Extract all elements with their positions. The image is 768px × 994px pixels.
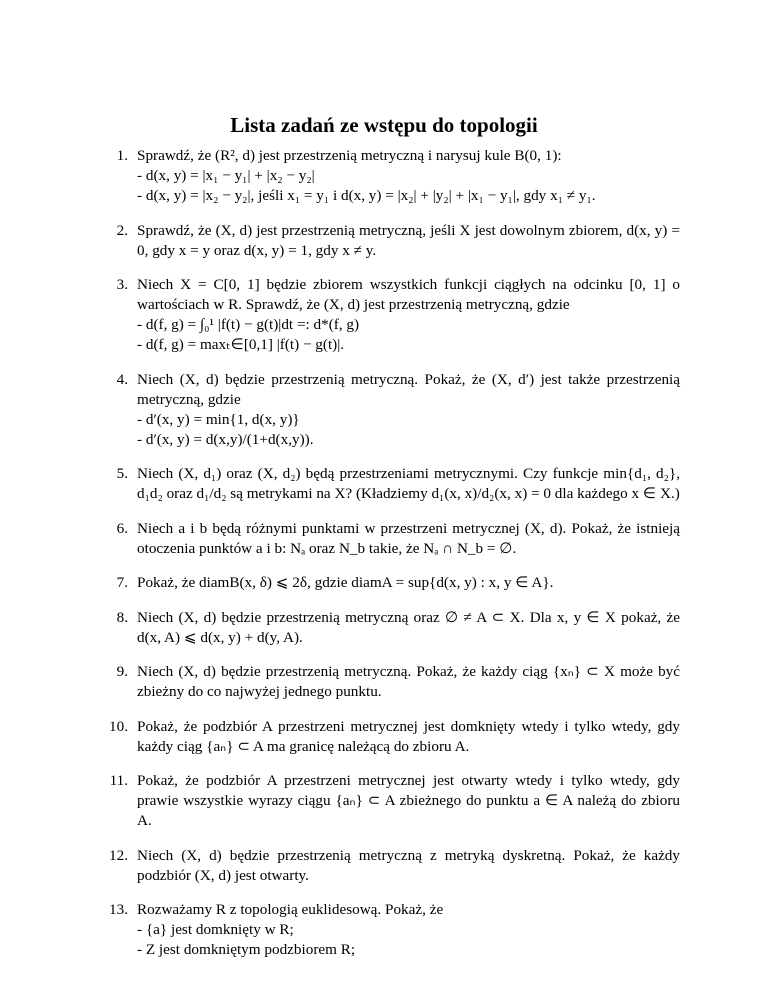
problem-line: - {a} jest domknięty w R; (137, 921, 294, 938)
problem-item (104, 519, 680, 559)
problem-item (104, 717, 680, 757)
problem-item (104, 370, 680, 450)
problem-line: Niech X = C[0, 1] będzie zbiorem wszystkich funkcji ciągłych na odcinku [0, 1] o wartościach w R. Sprawdź, że (X, d) jest przestrzenią metryczną, gdzie (137, 276, 680, 313)
problem-item (104, 464, 680, 504)
problem-text (137, 846, 680, 886)
problem-line: - d(f, g) = maxₜ∈[0,1] |f(t) − g(t)|. (137, 336, 345, 353)
problem-number: 1. (116, 147, 128, 164)
problem-item (104, 275, 680, 355)
problem-number: 5. (116, 465, 128, 482)
problem-line: - d′(x, y) = d(x,y)/(1+d(x,y)). (137, 430, 314, 448)
problem-line: - d(x, y) = |x₂ − y₂|, jeśli x₁ = y₁ i d(x, y) = |x₂| + |y₂| + |x₁ − y₁|, gdy x₁ ≠ y₁. (137, 187, 596, 204)
problem-text (137, 771, 680, 831)
problem-line: Niech (X, d) będzie przestrzenią metryczną. Pokaż, że (X, d′) jest także przestrzenią metryczną, gdzie (137, 370, 680, 408)
problem-text (137, 900, 680, 960)
problem-text (137, 221, 680, 261)
problem-item (104, 573, 680, 593)
problem-line: - Z jest domkniętym podzbiorem R; (137, 941, 356, 958)
problem-line: Sprawdź, że (X, d) jest przestrzenią metryczną, jeśli X jest dowolnym zbiorem, d(x, y) = 0, gdy x = y oraz d(x, y) = 1, gdy x ≠ y. (137, 221, 680, 259)
problem-line: Niech (X, d) będzie przestrzenią metryczną z metryką dyskretną. Pokaż, że każdy podzbiór (X, d) jest otwarty. (137, 846, 680, 884)
problem-text (137, 370, 680, 450)
problem-number: 10. (109, 717, 128, 735)
problem-text (137, 573, 680, 593)
problem-number: 13. (109, 901, 128, 918)
problem-text (137, 464, 680, 504)
problem-number: 4. (116, 370, 128, 388)
problem-line: Rozważamy R z topologią euklidesową. Pokaż, że (137, 901, 444, 918)
problem-item (104, 662, 680, 702)
problem-text (137, 717, 680, 757)
problem-text (137, 662, 680, 702)
problem-number: 7. (116, 574, 128, 591)
problem-line: - d(x, y) = |x₁ − y₁| + |x₂ − y₂| (137, 167, 315, 184)
problem-line: Niech (X, d) będzie przestrzenią metryczną oraz ∅ ≠ A ⊂ X. Dla x, y ∈ X pokaż, że d(x, A) ⩽ d(x, y) + d(y, A). (137, 608, 680, 646)
problem-item (104, 608, 680, 648)
problem-line: - d(f, g) = ∫₀¹ |f(t) − g(t)|dt =: d*(f, g) (137, 316, 360, 333)
problem-line: Niech a i b będą różnymi punktami w przestrzeni metrycznej (X, d). Pokaż, że istnieją otoczenia punktów a i b: Nₐ oraz N_b takie, że Nₐ ∩ N_b = ∅. (137, 519, 680, 557)
problem-item (104, 771, 680, 831)
problem-line: Pokaż, że podzbiór A przestrzeni metrycznej jest otwarty wtedy i tylko wtedy, gdy prawie wszystkie wyrazy ciągu {aₙ} ⊂ A zbieżnego do punktu a ∈ A należą do zbioru A. (137, 772, 680, 829)
problem-item (104, 221, 680, 261)
problem-text (137, 275, 680, 355)
problem-number: 3. (116, 276, 128, 293)
problem-line: Pokaż, że podzbiór A przestrzeni metrycznej jest domknięty wtedy i tylko wtedy, gdy każdy ciąg {aₙ} ⊂ A ma granicę należącą do zbioru A. (137, 717, 680, 755)
problem-line: - d′(x, y) = min{1, d(x, y)} (137, 410, 300, 428)
problem-line: Niech (X, d) będzie przestrzenią metryczną. Pokaż, że każdy ciąg {xₙ} ⊂ X może być zbieżny do co najwyżej jednego punktu. (137, 663, 680, 700)
problem-number: 2. (116, 221, 128, 239)
problem-text (137, 519, 680, 559)
problem-text (137, 608, 680, 648)
problem-item (104, 900, 680, 960)
problem-number: 8. (116, 608, 128, 626)
problem-line: Pokaż, że diamB(x, δ) ⩽ 2δ, gdzie diamA = sup{d(x, y) : x, y ∈ A}. (137, 574, 554, 591)
problem-list (104, 146, 680, 975)
problem-number: 11. (109, 772, 128, 789)
problem-text (137, 146, 680, 206)
document-title: Lista zadań ze wstępu do topologii (230, 113, 538, 137)
problem-line: Sprawdź, że (R², d) jest przestrzenią metryczną i narysuj kule B(0, 1): (137, 147, 562, 164)
problem-number: 12. (109, 846, 128, 864)
problem-item (104, 846, 680, 886)
problem-number: 6. (116, 519, 128, 537)
problem-item (104, 146, 680, 206)
problem-number: 9. (116, 663, 128, 680)
problem-line: Niech (X, d₁) oraz (X, d₂) będą przestrzeniami metrycznymi. Czy funkcje min{d₁, d₂}, d₁d₂ oraz d₁/d₂ są metrykami na X? (Kładziemy d₁(x, x)/d₂(x, x) = 0 dla każdego x ∈ X.) (137, 465, 680, 502)
